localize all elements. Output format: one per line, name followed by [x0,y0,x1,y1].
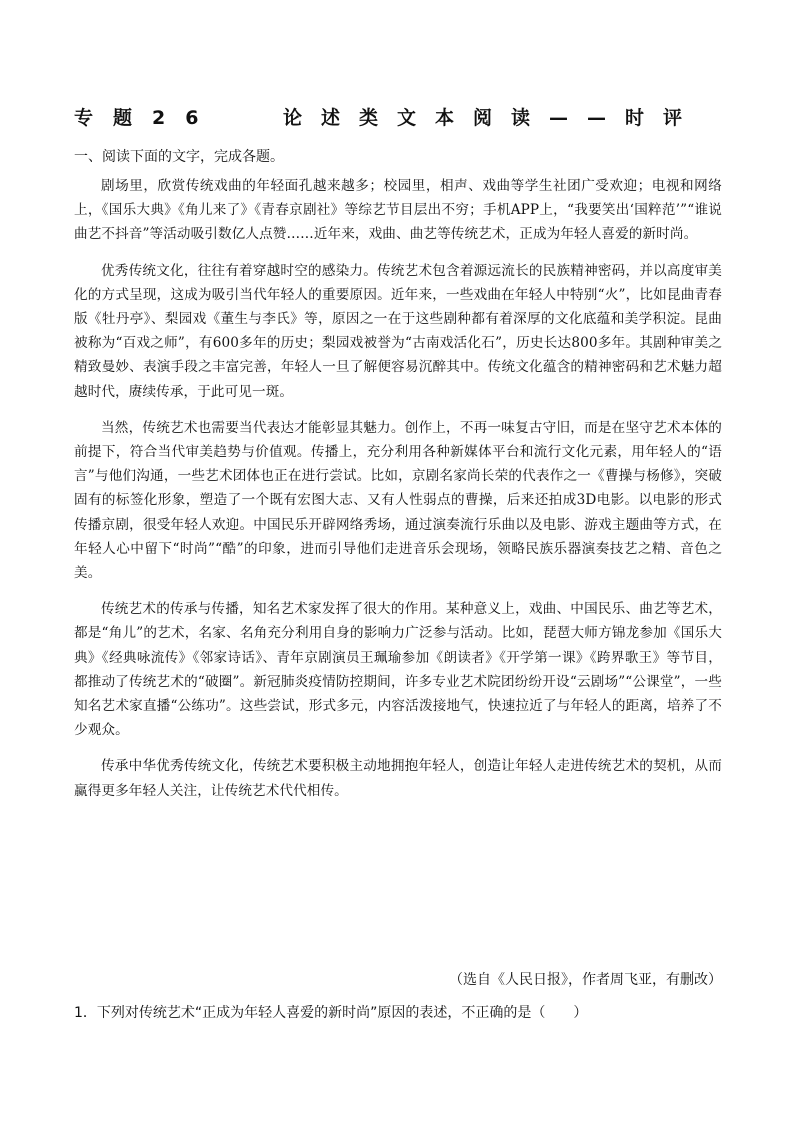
question-1: 1．下列对传统艺术“正成为年轻人喜爱的新时尚”原因的表述，不正确的是（ ） [74,1005,588,1021]
section-instruction: 一、阅读下面的文字，完成各题。 [74,149,284,165]
paragraph: 传统艺术的传承与传播，知名艺术家发挥了很大的作用。某种意义上，戏曲、中国民乐、曲艺等艺术，都是“角儿”的艺术，名家、名角充分利用自身的影响力广泛参与活动。比如，琵琶大师方锦龙参加《国乐大典》《经典咏流传》《邻家诗话》、青年京剧演员王珮瑜参加《朗读者》《开学第一课》《跨界歌王》等节目，都推动了传统艺术的“破圈”。新冠肺炎疫情防控期间，许多专业艺术院团纷纷开设“云剧场”“公课堂”，一些知名艺术家直播“公练功”。这些尝试，形式多元，内容活泼接地气，快速拉近了与年轻人的距离，培养了不少观众。 [74,601,722,739]
article-body [74,174,722,803]
paragraph: 优秀传统文化，往往有着穿越时空的感染力。传统艺术包含着源远流长的民族精神密码，并以高度审美化的方式呈现，这成为吸引当代年轻人的重要原因。近年来，一些戏曲在年轻人中特别“火”，比如昆曲青春版《牡丹亭》、梨园戏《董生与李氏》等，原因之一在于这些剧种都有着深厚的文化底蕴和美学积淀。昆曲被称为“百戏之师”，有600多年的历史；梨园戏被誉为“古南戏活化石”，历史长达800多年。其剧种审美之精致曼妙、表演手段之丰富完善，年轻人一旦了解便容易沉醉其中。传统文化蕴含的精神密码和艺术魅力超越时代，赓续传承，于此可见一斑。 [74,262,722,400]
paragraph: 传承中华优秀传统文化，传统艺术要积极主动地拥抱年轻人，创造让年轻人走进传统艺术的契机，从而赢得更多年轻人关注，让传统艺术代代相传。 [74,758,722,799]
paragraph: 剧场里，欣赏传统戏曲的年轻面孔越来越多；校园里，相声、戏曲等学生社团广受欢迎；电视和网络上，《国乐大典》《角儿来了》《青春京剧社》等综艺节目层出不穷；手机APP上，“我要笑出‘国粹范’”“谁说曲艺不抖音”等活动吸引数亿人点赞……近年来，戏曲、曲艺等传统艺术，正成为年轻人喜爱的新时尚。 [74,178,722,243]
topic-label: 专题26 [74,107,219,129]
title-text: 论述类文本阅读——时评 [283,107,702,129]
source-citation: （选自《人民日报》，作者周飞亚，有删改） [449,972,722,988]
paragraph: 当然，传统艺术也需要当代表达才能彰显其魅力。创作上，不再一味复古守旧，而是在坚守艺术本体的前提下，符合当代审美趋势与价值观。传播上，充分利用各种新媒体平台和流行文化元素，用年轻人的“语言”与他们沟通，一些艺术团体也正在进行尝试。比如，京剧名家尚长荣的代表作之一《曹操与杨修》，突破固有的标签化形象，塑造了一个既有宏图大志、又有人性弱点的曹操，后来还拍成3D电影。以电影的形式传播京剧，很受年轻人欢迎。中国民乐开辟网络秀场，通过演奏流行乐曲以及电影、游戏主题曲等方式，在年轻人心中留下“时尚”“酷”的印象，进而引导他们走进音乐会现场，领略民族乐器演奏技艺之精、音色之美。 [74,419,722,582]
